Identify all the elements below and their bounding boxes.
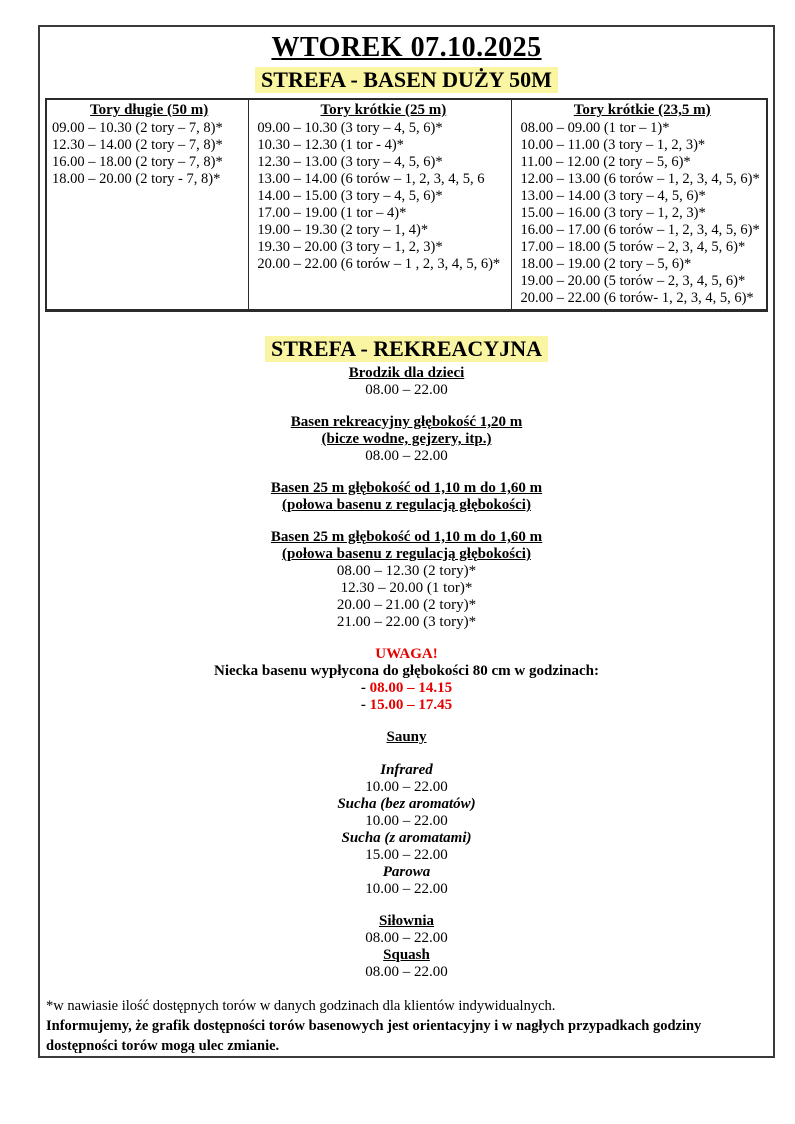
- schedule-row: 17.00 – 19.00 (1 tor – 4)*: [257, 205, 407, 221]
- basen-25m-b-title: Basen 25 m głębokość od 1,10 m do 1,60 m: [270, 529, 543, 545]
- squash-title: Squash: [383, 947, 430, 963]
- schedule-row: 18.00 – 19.00 (2 tory – 5, 6)*: [520, 256, 692, 272]
- page-title-text: WTOREK 07.10.2025: [271, 32, 542, 63]
- sauna-time: 15.00 – 22.00: [365, 847, 448, 863]
- schedule-row: 16.00 – 18.00 (2 tory – 7, 8)*: [52, 154, 223, 170]
- zone-header-rekreacyjna-label: STREFA - REKREACYJNA: [265, 336, 548, 362]
- basen-rekreacyjny-subtitle: (bicze wodne, gejzery, itp.): [321, 431, 492, 447]
- schedule-row: 13.00 – 14.00 (3 tory – 4, 5, 6)*: [520, 188, 706, 204]
- uwaga-text: Niecka basenu wypłycona do głębokości 80 cm w godzinach:: [213, 663, 600, 679]
- sauna-name: Infrared: [380, 762, 433, 778]
- pool-column-rows: [52, 120, 246, 188]
- basen-25m-b-subtitle: (połowa basenu z regulacją głębokości): [282, 546, 531, 562]
- sauna-time: 10.00 – 22.00: [365, 779, 448, 795]
- uwaga-time-line: [40, 697, 773, 714]
- basen-25m-b-times: [40, 563, 773, 631]
- sauna-name: Sucha (z aromatami): [341, 830, 472, 846]
- sauny-list: [40, 762, 773, 898]
- uwaga-time-value: 08.00 – 14.15: [369, 680, 453, 696]
- uwaga-block: [40, 646, 773, 714]
- sauny-title: Sauny: [386, 729, 427, 745]
- schedule-row: 11.00 – 12.00 (2 tory – 5, 6)*: [520, 154, 691, 170]
- sauna-name: Sucha (bez aromatów): [337, 796, 476, 812]
- schedule-row: 19.00 – 19.30 (2 tory – 1, 4)*: [257, 222, 429, 238]
- sauna-name: Parowa: [382, 864, 431, 880]
- basen-25m-a-title: Basen 25 m głębokość od 1,10 m do 1,60 m: [270, 480, 543, 496]
- zone-header-rekreacyjna: [40, 336, 773, 362]
- schedule-row: 10.30 – 12.30 (1 tor - 4)*: [257, 137, 404, 153]
- sauna-item: [40, 796, 773, 830]
- pool-column-rows: [257, 120, 509, 273]
- schedule-row: 10.00 – 11.00 (3 tory – 1, 2, 3)*: [520, 137, 706, 153]
- schedule-row: 15.00 – 16.00 (3 tory – 1, 2, 3)*: [520, 205, 706, 221]
- document-page: [38, 25, 775, 1058]
- schedule-row: 16.00 – 17.00 (6 torów – 1, 2, 3, 4, 5, 6)*: [520, 222, 760, 238]
- schedule-row: 18.00 – 20.00 (2 tory - 7, 8)*: [52, 171, 221, 187]
- schedule-row: 20.00 – 22.00 (6 torów- 1, 2, 3, 4, 5, 6)*: [520, 290, 754, 306]
- basen-rekreacyjny-title: Basen rekreacyjny głębokość 1,20 m: [290, 414, 523, 430]
- silownia-title: Siłownia: [378, 913, 435, 929]
- footnote-asterisk: *w nawiasie ilość dostępnych torów w danych godzinach dla klientów indywidualnych.: [46, 998, 556, 1014]
- uwaga-time-dash: -: [360, 680, 370, 696]
- schedule-row: 09.00 – 10.30 (3 tory – 4, 5, 6)*: [257, 120, 443, 136]
- uwaga-time-value: 15.00 – 17.45: [369, 697, 453, 713]
- footnotes: [46, 996, 767, 1056]
- spacer: [40, 746, 773, 762]
- schedule-row: 19.30 – 20.00 (3 tory – 1, 2, 3)*: [257, 239, 443, 255]
- schedule-row: 08.00 – 09.00 (1 tor – 1)*: [520, 120, 670, 136]
- recreation-zone-section: [40, 336, 773, 981]
- uwaga-time-dash: -: [360, 697, 370, 713]
- pool-column-header: Tory krótkie (25 m): [320, 102, 447, 118]
- schedule-row: 12.00 – 13.00 (6 torów – 1, 2, 3, 4, 5, 6)*: [520, 171, 760, 187]
- sauny-block: [40, 729, 773, 898]
- uwaga-times: [40, 680, 773, 714]
- schedule-row: 09.00 – 10.30 (2 tory – 7, 8)*: [52, 120, 223, 136]
- zone-header-basen-duzy-label: STREFA - BASEN DUŻY 50M: [255, 67, 558, 93]
- basen-25m-a-subtitle: (połowa basenu z regulacją głębokości): [282, 497, 531, 513]
- sauna-time: 10.00 – 22.00: [365, 813, 448, 829]
- pool-column-tory-krotkie-23-5m: [511, 100, 766, 309]
- basen-rekreacyjny-block: [40, 414, 773, 465]
- basen-25m-block-b: [40, 529, 773, 631]
- sauna-time: 10.00 – 22.00: [365, 881, 448, 897]
- schedule-row: 19.00 – 20.00 (5 torów – 2, 3, 4, 5, 6)*: [520, 273, 746, 289]
- schedule-row: 13.00 – 14.00 (6 torów – 1, 2, 3, 4, 5, 6: [257, 171, 485, 187]
- basen-25m-block-a: [40, 480, 773, 514]
- squash-time: 08.00 – 22.00: [365, 964, 448, 980]
- uwaga-time-line: [40, 680, 773, 697]
- schedule-row: 14.00 – 15.00 (3 tory – 4, 5, 6)*: [257, 188, 443, 204]
- basen-rekreacyjny-time: 08.00 – 22.00: [365, 448, 448, 464]
- page-title: [40, 32, 773, 64]
- uwaga-title: UWAGA!: [375, 646, 438, 662]
- pool-column-rows: [520, 120, 764, 307]
- sauna-item: [40, 864, 773, 898]
- schedule-line: 20.00 – 21.00 (2 tory)*: [336, 597, 477, 613]
- pool-column-header: Tory krótkie (23,5 m): [573, 102, 711, 118]
- brodzik-block: [40, 365, 773, 399]
- sauna-item: [40, 830, 773, 864]
- zone-header-basen-duzy: [40, 67, 773, 93]
- pool-column-header: Tory długie (50 m): [90, 102, 209, 118]
- schedule-line: 08.00 – 12.30 (2 tory)*: [336, 563, 477, 579]
- silownia-squash-block: [40, 913, 773, 981]
- schedule-row: 20.00 – 22.00 (6 torów – 1 , 2, 3, 4, 5, 6)*: [257, 256, 501, 272]
- schedule-line: 21.00 – 22.00 (3 tory)*: [336, 614, 477, 630]
- schedule-row: 12.30 – 14.00 (2 tory – 7, 8)*: [52, 137, 223, 153]
- silownia-time: 08.00 – 22.00: [365, 930, 448, 946]
- brodzik-title: Brodzik dla dzieci: [348, 365, 465, 381]
- schedule-row: 12.30 – 13.00 (3 tory – 4, 5, 6)*: [257, 154, 443, 170]
- brodzik-time: 08.00 – 22.00: [365, 382, 448, 398]
- schedule-line: 12.30 – 20.00 (1 tor)*: [340, 580, 473, 596]
- pool-schedule-table: [45, 98, 768, 312]
- pool-column-tory-dlugie-50m: [47, 100, 248, 309]
- pool-column-tory-krotkie-25m: [248, 100, 511, 309]
- sauna-item: [40, 762, 773, 796]
- schedule-row: 17.00 – 18.00 (5 torów – 2, 3, 4, 5, 6)*: [520, 239, 746, 255]
- footnote-disclaimer: Informujemy, że grafik dostępności torów basenowych jest orientacyjny i w nagłych przypadkach godziny dostępności torów mogą ulec zmianie.: [46, 1018, 702, 1054]
